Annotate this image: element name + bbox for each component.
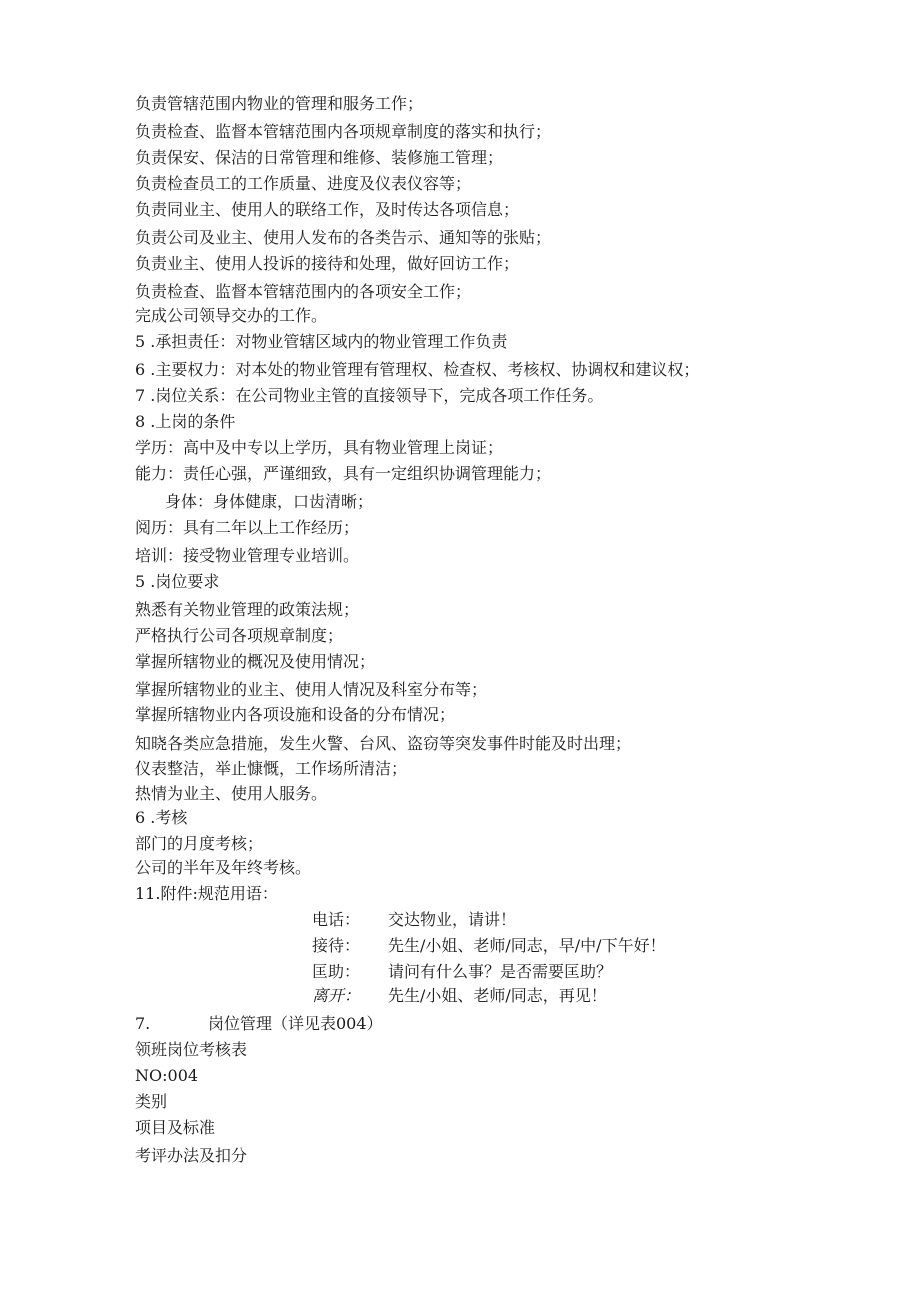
condition-health: 身体：身体健康，口齿清晰；	[165, 492, 374, 511]
requirement-line: 掌握所辖物业内各项设施和设备的分布情况；	[135, 705, 456, 724]
duty-line: 负责同业主、使用人的联络工作，及时传达各项信息；	[135, 200, 520, 219]
responsibility-item: 5 .承担责任：对物业管辖区域内的物业管理工作负责	[135, 332, 508, 351]
section7-number: 7.	[135, 1014, 151, 1033]
table-title: 领班岗位考核表	[135, 1040, 248, 1059]
phrase-value: 交达物业，请讲！	[388, 910, 517, 929]
duty-line: 负责检查、监督本管辖范围内各项规章制度的落实和执行；	[135, 122, 552, 141]
requirement-line: 仪表整洁，举止慷慨，工作场所清洁；	[135, 759, 408, 778]
attachment-heading: 11.附件:规范用语：	[135, 884, 278, 903]
requirement-line: 严格执行公司各项规章制度；	[135, 626, 344, 645]
duty-line: 负责保安、保洁的日常管理和维修、装修施工管理；	[135, 148, 504, 167]
section7-title: 岗位管理（详见表004）	[208, 1014, 383, 1033]
relationship-item: 7 .岗位关系：在公司物业主管的直接领导下，完成各项工作任务。	[135, 386, 604, 405]
duty-line: 负责检查、监督本管辖范围内的各项安全工作；	[135, 282, 472, 301]
conditions-heading: 8 .上岗的条件	[135, 412, 236, 431]
requirement-line: 熟悉有关物业管理的政策法规；	[135, 600, 360, 619]
condition-training: 培训：接受物业管理专业培训。	[135, 546, 360, 565]
duty-line: 负责公司及业主、使用人发布的各类告示、通知等的张贴；	[135, 228, 552, 247]
phrase-value: 先生/小姐、老师/同志，再见！	[388, 986, 607, 1005]
duty-line: 负责管辖范围内物业的管理和服务工作；	[135, 94, 424, 113]
phrase-value: 先生/小姐、老师/同志，早/中/下午好！	[388, 936, 666, 955]
condition-education: 学历：高中及中专以上学历，具有物业管理上岗证；	[135, 438, 504, 457]
requirements-heading: 5 .岗位要求	[135, 572, 220, 591]
phrase-key: 电话：	[312, 910, 361, 929]
condition-ability: 能力：责任心强，严谨细致，具有一定组织协调管理能力；	[135, 464, 552, 483]
condition-experience: 阅历：具有二年以上工作经历；	[135, 518, 360, 537]
assessment-line: 公司的半年及年终考核。	[135, 858, 312, 877]
requirement-line: 掌握所辖物业的业主、使用人情况及科室分布等；	[135, 680, 488, 699]
phrase-key: 匡助：	[312, 962, 361, 981]
assessment-line: 部门的月度考核；	[135, 834, 264, 853]
table-header-category: 类别	[135, 1092, 168, 1111]
table-number: NO:004	[135, 1066, 199, 1085]
duty-line: 负责检查员工的工作质量、进度及仪表仪容等；	[135, 174, 472, 193]
assessment-heading: 6 .考核	[135, 808, 188, 827]
table-header-criteria: 项目及标准	[135, 1118, 216, 1137]
requirement-line: 知晓各类应急措施，发生火警、台风、盗窃等突发事件时能及时出理；	[135, 734, 632, 753]
requirement-line: 热情为业主、使用人服务。	[135, 784, 328, 803]
duty-line: 完成公司领导交办的工作。	[135, 306, 328, 325]
authority-item: 6 .主要权力：对本处的物业管理有管理权、检查权、考核权、协调权和建议权；	[135, 360, 700, 379]
duty-line: 负责业主、使用人投诉的接待和处理，做好回访工作；	[135, 254, 520, 273]
phrase-key: 离开：	[312, 986, 361, 1005]
phrase-value: 请问有什么事？是否需要匡助？	[388, 962, 613, 981]
phrase-key: 接待：	[312, 936, 361, 955]
requirement-line: 掌握所辖物业的概况及使用情况；	[135, 652, 376, 671]
table-header-scoring: 考评办法及扣分	[135, 1146, 248, 1165]
